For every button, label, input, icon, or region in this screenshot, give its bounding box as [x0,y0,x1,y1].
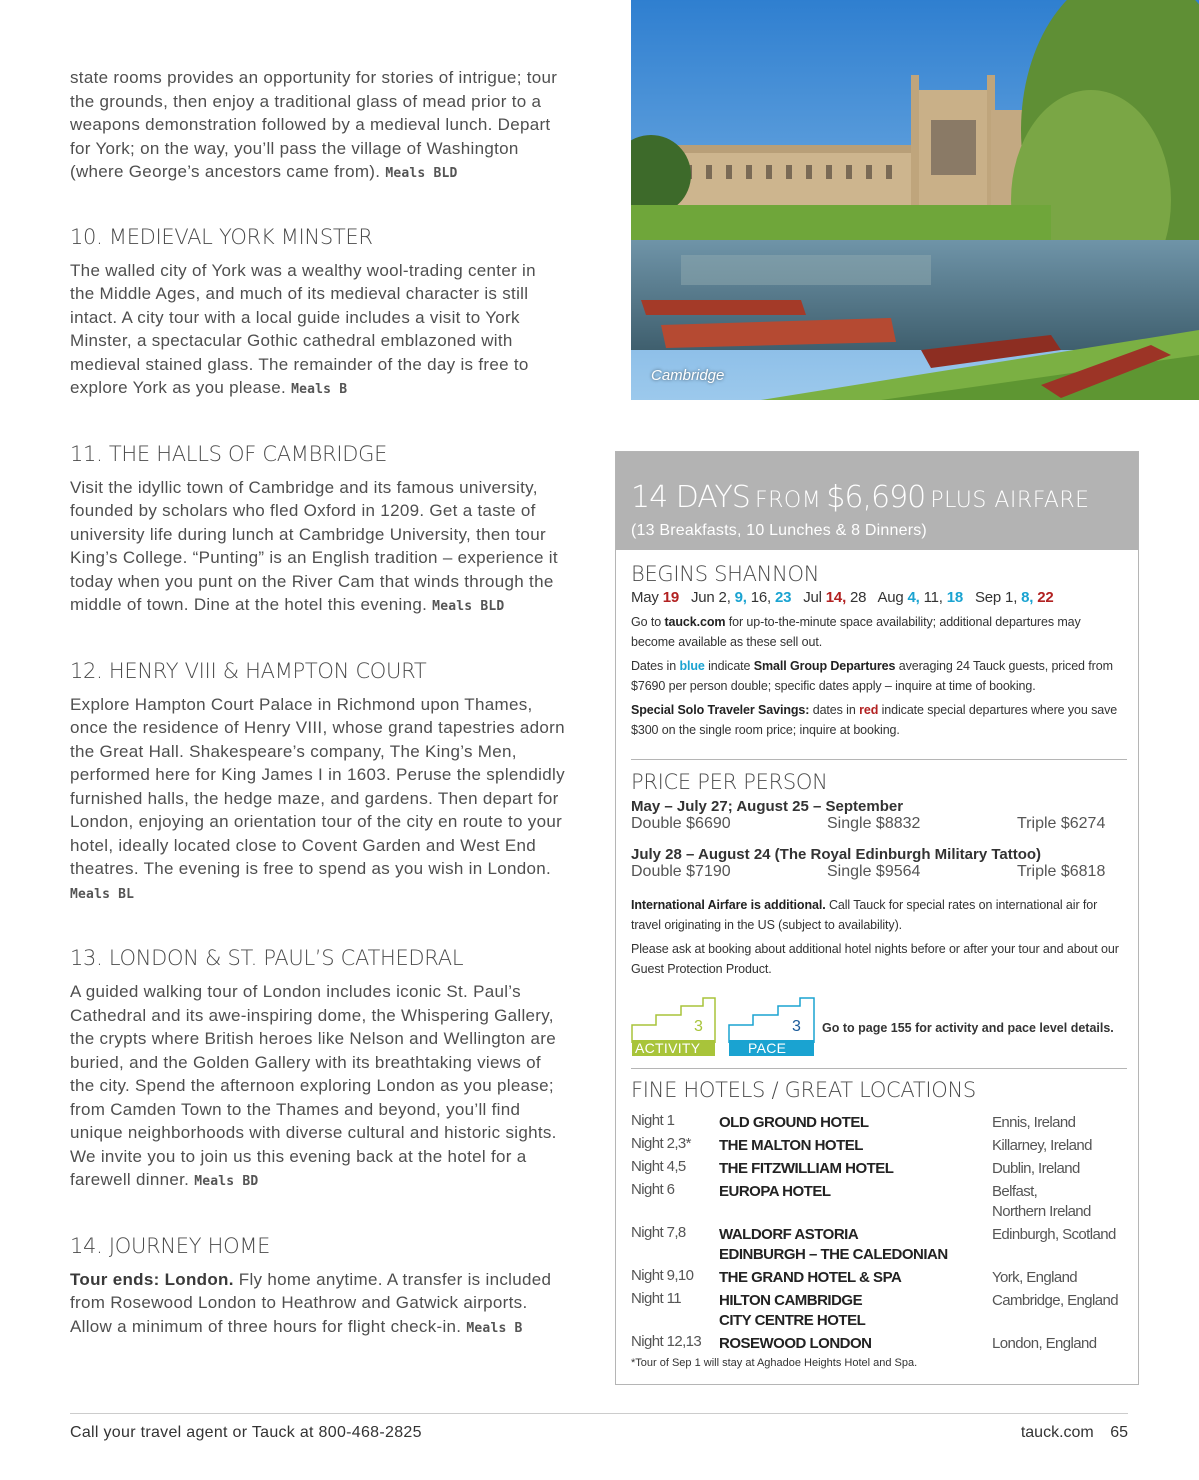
tour-ends-label: Tour ends: London. [70,1269,234,1289]
day-12-section [70,659,570,907]
day-14-section [70,1234,570,1341]
activity-label: ACTIVITY [635,1040,701,1056]
activity-level: 3 [694,1018,703,1035]
duration-label: 14 DAYS [631,480,750,515]
triple-price: Triple $6818 [1017,863,1106,880]
footer-contact: Call your travel agent or Tauck at 800-468-2825 [70,1424,422,1441]
divider [631,1068,1127,1069]
starting-price: $6,690 [826,480,926,515]
cambridge-photo [631,0,1199,400]
hotel-footnote: *Tour of Sep 1 will stay at Aghadoe Heights Hotel and Spa. [631,1357,918,1369]
price-header [616,452,1138,550]
day-13-section [70,946,570,1194]
from-label: FROM [754,488,822,513]
price-section [631,770,1127,979]
season-1-prices [631,815,1127,837]
season-2-prices [631,863,1127,885]
meals-label: Meals B [291,382,348,397]
tour-info-box: 14 DAYS FROM $6,690 PLUS AIRFARE (13 Breakfasts, 10 Lunches & 8 Dinners) BEGINS SHANNON May 19 Jun 2, 9, 16, 23 Jul 14, 28 Aug 4, 11, 18 Sep 1, 8, 22 Go to tauck.com for up-to-the-minute space availability; additional departures may become available as these sell out. Dates in blue indicate Small Group Departures averaging 24 Tauck guests, priced from $7690 per person double; specific dates apply – inquire at time of booking. Special Solo Traveler Savings: dates in red indicate special departures where you save $300 on the single room price; inquire at booking. PRICE PER PERSON May – July 27; August 25 – September Double $6690 Single $8832 Triple $6274 July 28 – August 24 (The Royal Edinburgh Military Tattoo) Double $7190 Single $9564 Triple $6818 International Airfare is additional. Call Tauck for special rates on international air for travel originating in the US (subject to availability). Please ask at booking about additional hotel nights before or after your tour and about our Guest Protection Product. 3 ACTIVITY 3 PACE Go to page 155 for activity and pace level details. FINE HOTELS / GREAT LOCATIONS Night 1 OLD GROUND HOTEL Ennis, Ireland Night 2,3* THE MALTON HOTEL Killarney, Ireland Night 4,5 THE FITZWILLIAM HOTEL Dublin, Ireland Night 6 EUROPA HOTEL Belfast, Northern Ireland Night 7,8 WALDORF ASTORIA EDINBURGH – THE CALEDONIAN Edinburgh, Scotland Night 9,10 THE GRAND HOTEL & SPA York, England Night 11 HILTON CAMBRIDGE CITY CENTRE HOTEL Cambridge, England Night 12,13 ROSEWOOD LONDON London, England *Tour of Sep 1 will stay at Aghadoe Heights Hotel and Spa. [615,451,1139,1385]
meals-label: Meals B [466,1320,523,1336]
airfare-note: International Airfare is additional. Call Tauck for special rates on international air for travel originating in the US (subject to availability). [631,898,1098,932]
page-number: 65 [1110,1424,1128,1441]
hotels-title: FINE HOTELS / GREAT LOCATIONS [631,1078,976,1102]
double-price: Double $7190 [631,863,731,880]
section-title: 10. MEDIEVAL YORK MINSTER [70,224,373,249]
meals-summary: (13 Breakfasts, 10 Lunches & 8 Dinners) [631,522,927,539]
activity-pace-note: Go to page 155 for activity and pace level details. [822,1021,1114,1035]
pace-label: PACE [748,1040,787,1056]
solo-traveler-note: Special Solo Traveler Savings: dates in red indicate special departures where you save $300 on the single room price; inquire at booking. [631,703,1118,737]
photo-caption: Cambridge [651,367,725,384]
meals-label: Meals BD [194,1174,259,1189]
pace-level: 3 [792,1018,801,1035]
intro-text: state rooms provides an opportunity for stories of intrigue; tour the grounds, then enjoy a traditional glass of mead prior to a weapons demonstration followed by a medieval lunch. Depart for York; on the way, you’ll pass the village of Washington (where George’s ancestors came from). [70,68,558,181]
season-1-label: May – July 27; August 25 – September [631,798,904,815]
tauck-link[interactable]: tauck.com [664,615,726,629]
activity-pace-row [631,997,1127,1057]
single-price: Single $8832 [827,815,921,832]
availability-note: Go to tauck.com for up-to-the-minute space availability; additional departures may become available as these sell out. [631,615,1081,649]
season-2-label: July 28 – August 24 (The Royal Edinburgh Military Tattoo) [631,846,1042,863]
divider [631,759,1127,760]
plus-airfare-label: PLUS AIRFARE [930,488,1090,513]
pace-icon [729,998,814,1043]
section-title: 14. JOURNEY HOME [70,1233,271,1258]
footer-divider [70,1413,1128,1414]
price-title: PRICE PER PERSON [631,770,828,794]
intro-paragraph [70,66,560,186]
departure-dates: May 19 Jun 2, 9, 16, 23 Jul 14, 28 Aug 4, 11, 18 Sep 1, 8, 22 [631,589,1054,606]
meals-label: Meals BLD [385,166,458,181]
headline [631,480,1090,515]
hotels-title-wrap [631,1078,1127,1102]
section-text: The walled city of York was a wealthy wool-trading center in the Middle Ages, and much of its medieval character is still intact. A city tour with a local guide includes a visit to York Minster, a spectacular Gothic cathedral emblazoned with medieval stained glass. The remainder of the day is free to explore York as you please. [70,260,536,397]
begins-title: BEGINS SHANNON [631,562,820,586]
section-text: Fly home anytime. A transfer is included from Rosewood London to Heathrow and Gatwick airports. Allow a minimum of three hours for flight check-in. [70,1269,552,1336]
section-text: Explore Hampton Court Palace in Richmond upon Thames, once the residence of Henry VIII, whose grand tapestries adorn the Great Hall. Shakespeare’s company, The King’s Men, performed here for King James I in 1603. Peruse the splendidly furnished halls, the hedge maze, and gardens. Then depart for London, enjoying an orientation tour of the city en route to your hotel, ideally located close to Covent Garden and West End theatres. The evening is free to spend as you wish in London. [70,694,565,878]
single-price: Single $9564 [827,863,921,880]
footer-site-link[interactable]: tauck.com [1020,1424,1094,1441]
extra-nights-note: Please ask at booking about additional hotel nights before or after your tour and about our Guest Protection Product. [631,942,1119,976]
itinerary-column [70,66,570,1340]
section-title: 12. HENRY VIII & HAMPTON COURT [70,658,427,683]
section-title: 11. THE HALLS OF CAMBRIDGE [70,441,388,466]
day-11-section [70,442,570,619]
small-group-note: Dates in blue indicate Small Group Departures averaging 24 Tauck guests, priced from $7690 per person double; specific dates apply – inquire at time of booking. [631,659,1113,693]
meals-label: Meals BL [70,886,135,902]
section-text: A guided walking tour of London includes iconic St. Paul’s Cathedral and its awe-inspiring dome, the Whispering Gallery, the crypts where British heroes like Nelson and Wellington are buried, and the Golden Gallery with its breathtaking views of the city. Spend the afternoon exploring London as you please; from Camden Town to the Thames and beyond, you’ll find unique neighborhoods with diverse cultural and historic sights. We invite you to join us this evening back at the hotel for a farewell dinner. [70,982,557,1189]
begins-section [631,562,1127,740]
triple-price: Triple $6274 [1017,815,1106,832]
day-10-section [70,225,570,402]
footer-right [1021,1424,1128,1442]
meals-label: Meals BLD [432,599,505,614]
section-title: 13. LONDON & ST. PAUL’S CATHEDRAL [70,946,464,970]
section-text: Visit the idyllic town of Cambridge and its famous university, founded by scholars who fled Oxford in 1209. Get a taste of university life during lunch at Cambridge University, then tour King’s College. “Punting” is an English tradition – experience it today when you punt on the River Cam that winds through the middle of town. Dine at the hotel this evening. [70,477,558,614]
double-price: Double $6690 [631,815,731,832]
